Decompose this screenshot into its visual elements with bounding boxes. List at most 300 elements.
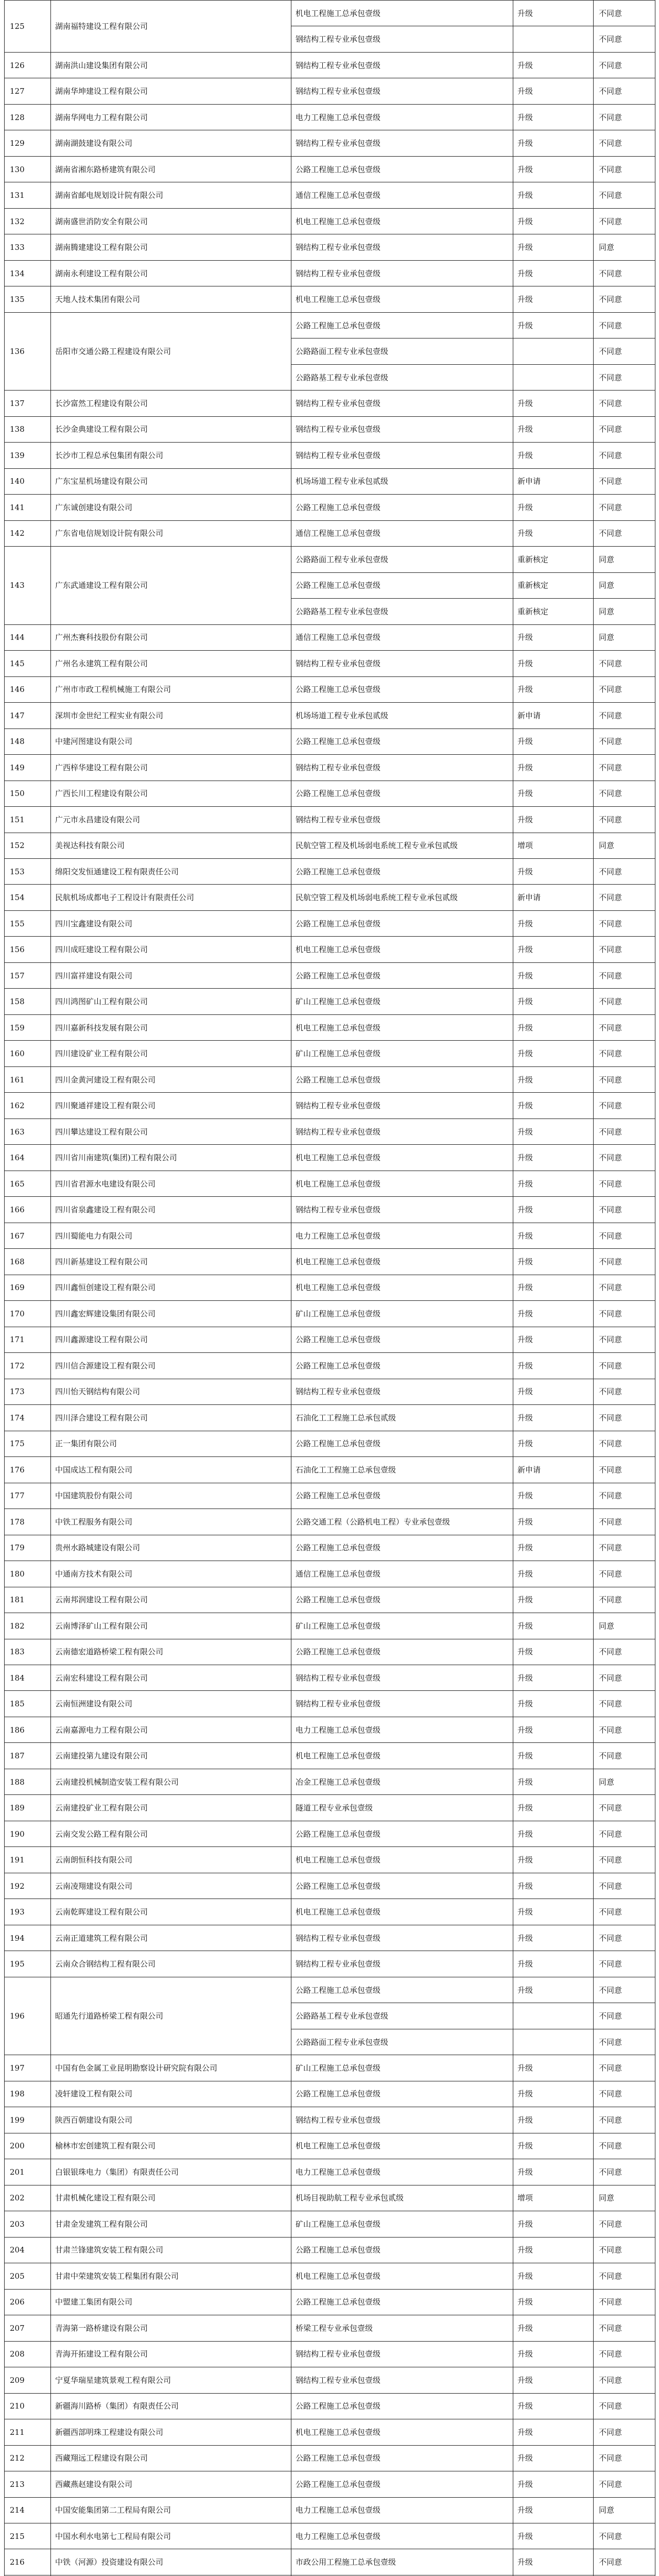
table-row <box>5 391 655 416</box>
application-type: 升级 <box>513 1847 594 1873</box>
table-row <box>5 260 655 286</box>
qualification-item: 机电工程施工总承包壹级 <box>291 1249 513 1275</box>
row-number: 192 <box>5 1873 51 1899</box>
company-name: 中通南方技术有限公司 <box>51 1561 291 1587</box>
table-row <box>5 234 655 260</box>
qualification-item: 机电工程施工总承包壹级 <box>291 2263 513 2289</box>
company-name: 四川聚通祥建设工程有限公司 <box>51 1093 291 1118</box>
row-number: 144 <box>5 624 51 650</box>
row-number: 208 <box>5 2341 51 2367</box>
company-name: 昭通先行道路桥梁工程有限公司 <box>51 1977 291 2055</box>
company-name: 中建河图建设有限公司 <box>51 728 291 754</box>
application-type: 升级 <box>513 1223 594 1248</box>
table-row <box>5 1275 655 1300</box>
review-decision: 不同意 <box>594 781 655 806</box>
application-type: 升级 <box>513 1431 594 1456</box>
table-row <box>5 1118 655 1144</box>
review-decision: 不同意 <box>594 1535 655 1561</box>
company-name: 中国成达工程有限公司 <box>51 1457 291 1483</box>
company-name: 湖南省湘东路桥建筑有限公司 <box>51 156 291 182</box>
company-name: 青海第一路桥建设有限公司 <box>51 2315 291 2341</box>
row-number: 174 <box>5 1405 51 1431</box>
row-number: 199 <box>5 2107 51 2133</box>
company-name: 四川泽合建设工程有限公司 <box>51 1405 291 1431</box>
review-decision: 不同意 <box>594 1457 655 1483</box>
review-decision: 不同意 <box>594 443 655 468</box>
qualification-item: 公路工程施工总承包壹级 <box>291 156 513 182</box>
review-decision: 不同意 <box>594 1743 655 1769</box>
table-row <box>5 2497 655 2523</box>
company-name: 中盟建工集团有限公司 <box>51 2289 291 2315</box>
review-decision: 同意 <box>594 1613 655 1639</box>
application-type: 升级 <box>513 651 594 676</box>
qualification-item: 公路工程施工总承包壹级 <box>291 1587 513 1613</box>
application-type: 升级 <box>513 391 594 416</box>
row-number: 200 <box>5 2133 51 2159</box>
review-decision: 不同意 <box>594 1873 655 1899</box>
table-row <box>5 1 655 26</box>
review-decision: 不同意 <box>594 495 655 520</box>
review-decision: 不同意 <box>594 312 655 338</box>
company-name: 民航机场成都电子工程设计有限责任公司 <box>51 885 291 910</box>
qualification-item: 公路工程施工总承包壹级 <box>291 1431 513 1456</box>
qualification-item: 钢结构工程专业承包壹级 <box>291 52 513 78</box>
table-row <box>5 208 655 234</box>
company-name: 榆林市宏创建筑工程有限公司 <box>51 2133 291 2159</box>
row-number: 148 <box>5 728 51 754</box>
table-row <box>5 286 655 312</box>
qualification-item: 公路工程施工总承包壹级 <box>291 2081 513 2107</box>
review-decision: 不同意 <box>594 2133 655 2159</box>
review-decision: 不同意 <box>594 1587 655 1613</box>
qualification-item: 机电工程施工总承包壹级 <box>291 1847 513 1873</box>
table-row <box>5 833 655 858</box>
row-number: 190 <box>5 1821 51 1846</box>
row-number: 215 <box>5 2523 51 2549</box>
row-number: 197 <box>5 2055 51 2081</box>
qualification-item: 钢结构工程专业承包壹级 <box>291 807 513 833</box>
company-name: 云南建投第九建设有限公司 <box>51 1743 291 1769</box>
company-name: 四川省君源水电建设有限公司 <box>51 1171 291 1196</box>
application-type: 重新核定 <box>513 547 594 572</box>
company-name: 绵阳交发恒通建设工程有限责任公司 <box>51 858 291 884</box>
qualification-item: 钢结构工程专业承包壹级 <box>291 26 513 52</box>
company-name: 四川成旺建设工程有限公司 <box>51 937 291 962</box>
company-name: 长沙富然工程建设有限公司 <box>51 391 291 416</box>
company-name: 云南建投机械制造安装工程有限公司 <box>51 1769 291 1794</box>
application-type: 升级 <box>513 1353 594 1379</box>
row-number: 207 <box>5 2315 51 2341</box>
qualification-item: 桥梁工程专业承包壹级 <box>291 2315 513 2341</box>
table-row <box>5 2081 655 2107</box>
application-type: 升级 <box>513 2159 594 2185</box>
table-row <box>5 1977 655 2003</box>
qualification-item: 机电工程施工总承包壹级 <box>291 1275 513 1300</box>
company-name: 四川新基建设工程有限公司 <box>51 1249 291 1275</box>
review-decision: 不同意 <box>594 2003 655 2029</box>
qualification-item: 电力工程施工总承包壹级 <box>291 1223 513 1248</box>
table-row <box>5 1535 655 1561</box>
qualification-item: 公路工程施工总承包壹级 <box>291 2393 513 2419</box>
company-name: 青海开拓建设工程有限公司 <box>51 2341 291 2367</box>
row-number: 201 <box>5 2159 51 2185</box>
row-number: 130 <box>5 156 51 182</box>
qualification-item: 机场场道工程专业承包贰级 <box>291 468 513 494</box>
qualification-item: 机电工程施工总承包壹级 <box>291 1145 513 1171</box>
company-name: 中铁（河源）投资建设有限公司 <box>51 2549 291 2575</box>
review-decision: 不同意 <box>594 1093 655 1118</box>
application-type: 升级 <box>513 130 594 156</box>
company-name: 湖南湖鼓建设有限公司 <box>51 130 291 156</box>
review-decision: 同意 <box>594 599 655 624</box>
company-name: 中铁工程服务有限公司 <box>51 1509 291 1535</box>
row-number: 160 <box>5 1041 51 1066</box>
row-number: 169 <box>5 1275 51 1300</box>
table-row <box>5 468 655 494</box>
review-decision: 不同意 <box>594 391 655 416</box>
row-number: 191 <box>5 1847 51 1873</box>
row-number: 206 <box>5 2289 51 2315</box>
table-row <box>5 1717 655 1742</box>
row-number: 131 <box>5 182 51 208</box>
table-row <box>5 1639 655 1665</box>
application-type: 升级 <box>513 937 594 962</box>
table-row <box>5 52 655 78</box>
qualification-item: 通信工程施工总承包壹级 <box>291 1561 513 1587</box>
qualification-item: 机电工程施工总承包壹级 <box>291 1743 513 1769</box>
table-row <box>5 1613 655 1639</box>
company-name: 四川建设矿业工程有限公司 <box>51 1041 291 1066</box>
table-row <box>5 2237 655 2263</box>
review-decision: 不同意 <box>594 338 655 364</box>
review-decision: 不同意 <box>594 156 655 182</box>
table-row <box>5 1145 655 1171</box>
application-type: 升级 <box>513 1171 594 1196</box>
qualification-item: 公路工程施工总承包壹级 <box>291 910 513 936</box>
qualification-item: 机电工程施工总承包壹级 <box>291 286 513 312</box>
row-number: 150 <box>5 781 51 806</box>
table-row <box>5 755 655 781</box>
table-row <box>5 1925 655 1951</box>
application-type: 新申请 <box>513 468 594 494</box>
row-number: 136 <box>5 312 51 390</box>
row-number: 138 <box>5 416 51 442</box>
application-type: 升级 <box>513 2263 594 2289</box>
qualification-item: 矿山工程施工总承包壹级 <box>291 2211 513 2237</box>
table-row <box>5 2445 655 2471</box>
company-name: 甘肃中荣建筑安装工程集团有限公司 <box>51 2263 291 2289</box>
qualification-item: 公路工程施工总承包壹级 <box>291 1483 513 1509</box>
application-type: 升级 <box>513 1118 594 1144</box>
company-name: 云南嘉源电力工程有限公司 <box>51 1717 291 1742</box>
company-name: 云南宏科建设工程有限公司 <box>51 1665 291 1691</box>
application-type: 升级 <box>513 2289 594 2315</box>
application-type: 升级 <box>513 1665 594 1691</box>
table-row <box>5 495 655 520</box>
row-number: 187 <box>5 1743 51 1769</box>
review-decision: 不同意 <box>594 2289 655 2315</box>
table-row <box>5 520 655 546</box>
table-row <box>5 1379 655 1404</box>
application-type: 升级 <box>513 1925 594 1951</box>
company-name: 四川富祥建设有限公司 <box>51 962 291 988</box>
qualification-item: 矿山工程施工总承包壹级 <box>291 1041 513 1066</box>
table-row <box>5 2471 655 2497</box>
row-number: 204 <box>5 2237 51 2263</box>
qualification-item: 机电工程施工总承包壹级 <box>291 1899 513 1925</box>
qualification-item: 矿山工程施工总承包壹级 <box>291 989 513 1014</box>
review-decision: 不同意 <box>594 1561 655 1587</box>
review-decision: 不同意 <box>594 1 655 26</box>
company-name: 四川怡天钢结构有限公司 <box>51 1379 291 1404</box>
qualification-item: 市政公用工程施工总承包壹级 <box>291 2549 513 2575</box>
row-number: 165 <box>5 1171 51 1196</box>
table-row <box>5 2185 655 2211</box>
row-number: 170 <box>5 1301 51 1327</box>
company-name: 新疆海川路桥（集团）有限责任公司 <box>51 2393 291 2419</box>
row-number: 178 <box>5 1509 51 1535</box>
application-type: 升级 <box>513 104 594 130</box>
company-name: 天地人技术集团有限公司 <box>51 286 291 312</box>
table-row <box>5 1041 655 1066</box>
table-row <box>5 1821 655 1846</box>
application-type: 升级 <box>513 1977 594 2003</box>
qualification-item: 通信工程施工总承包壹级 <box>291 182 513 208</box>
application-type: 升级 <box>513 1 594 26</box>
review-decision: 同意 <box>594 547 655 572</box>
row-number: 171 <box>5 1327 51 1352</box>
application-type: 升级 <box>513 1743 594 1769</box>
row-number: 183 <box>5 1639 51 1665</box>
review-decision: 不同意 <box>594 2341 655 2367</box>
qualification-item: 公路工程施工总承包壹级 <box>291 2445 513 2471</box>
row-number: 139 <box>5 443 51 468</box>
qualification-item: 民航空管工程及机场弱电系统工程专业承包贰级 <box>291 833 513 858</box>
application-type: 升级 <box>513 755 594 781</box>
review-decision: 同意 <box>594 2497 655 2523</box>
company-name: 广州名永建筑工程有限公司 <box>51 651 291 676</box>
review-decision: 同意 <box>594 1769 655 1794</box>
row-number: 214 <box>5 2497 51 2523</box>
application-type: 升级 <box>513 1066 594 1092</box>
review-decision: 不同意 <box>594 858 655 884</box>
qualification-item: 公路工程施工总承包壹级 <box>291 728 513 754</box>
row-number: 155 <box>5 910 51 936</box>
company-name: 广东宝星机场建设有限公司 <box>51 468 291 494</box>
qualification-item: 机电工程施工总承包壹级 <box>291 937 513 962</box>
application-type: 升级 <box>513 1899 594 1925</box>
row-number: 154 <box>5 885 51 910</box>
qualification-item: 矿山工程施工总承包壹级 <box>291 1613 513 1639</box>
row-number: 182 <box>5 1613 51 1639</box>
qualification-item: 通信工程施工总承包壹级 <box>291 624 513 650</box>
table-row <box>5 156 655 182</box>
review-decision: 不同意 <box>594 208 655 234</box>
row-number: 211 <box>5 2419 51 2445</box>
table-row <box>5 1431 655 1456</box>
row-number: 149 <box>5 755 51 781</box>
review-decision: 不同意 <box>594 104 655 130</box>
qualification-item: 公路工程施工总承包壹级 <box>291 1873 513 1899</box>
table-row <box>5 989 655 1014</box>
table-row <box>5 182 655 208</box>
review-decision: 同意 <box>594 624 655 650</box>
qualification-item: 矿山工程施工总承包壹级 <box>291 1301 513 1327</box>
review-decision: 不同意 <box>594 1847 655 1873</box>
application-type <box>513 338 594 364</box>
review-decision: 不同意 <box>594 1691 655 1717</box>
application-type: 升级 <box>513 728 594 754</box>
application-type: 升级 <box>513 1249 594 1275</box>
company-name: 广东武通建设工程有限公司 <box>51 547 291 624</box>
row-number: 177 <box>5 1483 51 1509</box>
application-type: 新申请 <box>513 1457 594 1483</box>
row-number: 158 <box>5 989 51 1014</box>
qualification-item: 公路工程施工总承包壹级 <box>291 781 513 806</box>
review-decision: 不同意 <box>594 1145 655 1171</box>
review-decision: 不同意 <box>594 1717 655 1742</box>
review-decision: 不同意 <box>594 1118 655 1144</box>
qualification-item: 公路工程施工总承包壹级 <box>291 1821 513 1846</box>
qualification-item: 石油化工工程施工总承包贰级 <box>291 1405 513 1431</box>
review-decision: 不同意 <box>594 755 655 781</box>
qualification-item: 公路交通工程（公路机电工程）专业承包壹级 <box>291 1509 513 1535</box>
qualification-item: 公路路基工程专业承包壹级 <box>291 2003 513 2029</box>
review-decision: 不同意 <box>594 2549 655 2575</box>
application-type: 升级 <box>513 1301 594 1327</box>
qualification-item: 公路工程施工总承包壹级 <box>291 1977 513 2003</box>
application-type: 升级 <box>513 1535 594 1561</box>
table-row <box>5 416 655 442</box>
qualification-item: 公路路基工程专业承包壹级 <box>291 364 513 390</box>
qualification-item: 公路工程施工总承包壹级 <box>291 676 513 702</box>
application-type: 升级 <box>513 416 594 442</box>
row-number: 141 <box>5 495 51 520</box>
application-type: 升级 <box>513 2393 594 2419</box>
table-row <box>5 2419 655 2445</box>
qualification-item: 公路路面工程专业承包壹级 <box>291 2029 513 2055</box>
review-decision: 不同意 <box>594 1821 655 1846</box>
table-row <box>5 1197 655 1223</box>
qualification-item: 民航空管工程及机场弱电系统工程专业承包贰级 <box>291 885 513 910</box>
table-row <box>5 910 655 936</box>
row-number: 194 <box>5 1925 51 1951</box>
review-decision: 不同意 <box>594 1431 655 1456</box>
row-number: 134 <box>5 260 51 286</box>
row-number: 175 <box>5 1431 51 1456</box>
company-name: 甘肃金发建筑工程有限公司 <box>51 2211 291 2237</box>
application-type: 升级 <box>513 1691 594 1717</box>
review-decision: 不同意 <box>594 651 655 676</box>
review-decision: 不同意 <box>594 1951 655 1977</box>
table-row <box>5 962 655 988</box>
review-decision: 不同意 <box>594 2523 655 2549</box>
review-decision: 不同意 <box>594 2419 655 2445</box>
row-number: 135 <box>5 286 51 312</box>
table-row <box>5 1405 655 1431</box>
qualification-table <box>4 0 655 2576</box>
row-number: 137 <box>5 391 51 416</box>
qualification-item: 公路工程施工总承包壹级 <box>291 1353 513 1379</box>
application-type: 升级 <box>513 182 594 208</box>
qualification-item: 公路工程施工总承包壹级 <box>291 312 513 338</box>
company-name: 正一集团有限公司 <box>51 1431 291 1456</box>
application-type: 升级 <box>513 260 594 286</box>
row-number: 180 <box>5 1561 51 1587</box>
table-row <box>5 2523 655 2549</box>
application-type: 升级 <box>513 1379 594 1404</box>
row-number: 166 <box>5 1197 51 1223</box>
company-name: 美视达科技有限公司 <box>51 833 291 858</box>
review-decision: 不同意 <box>594 1327 655 1352</box>
table-row <box>5 1327 655 1352</box>
table-row <box>5 1769 655 1794</box>
review-decision: 不同意 <box>594 2237 655 2263</box>
company-name: 四川攀达建设工程有限公司 <box>51 1118 291 1144</box>
company-name: 四川鑫宏辉建设集团有限公司 <box>51 1301 291 1327</box>
company-name: 广东省电信规划设计院有限公司 <box>51 520 291 546</box>
table-row <box>5 1665 655 1691</box>
qualification-item: 钢结构工程专业承包壹级 <box>291 651 513 676</box>
row-number: 181 <box>5 1587 51 1613</box>
table-row <box>5 1561 655 1587</box>
review-decision: 不同意 <box>594 1223 655 1248</box>
qualification-item: 钢结构工程专业承包壹级 <box>291 78 513 104</box>
table-row <box>5 1873 655 1899</box>
company-name: 四川鸿图矿山工程有限公司 <box>51 989 291 1014</box>
qualification-item: 公路工程施工总承包壹级 <box>291 2471 513 2497</box>
review-decision: 不同意 <box>594 807 655 833</box>
review-decision: 不同意 <box>594 1275 655 1300</box>
review-decision: 不同意 <box>594 2445 655 2471</box>
row-number: 126 <box>5 52 51 78</box>
qualification-item: 机电工程施工总承包壹级 <box>291 1014 513 1040</box>
row-number: 184 <box>5 1665 51 1691</box>
review-decision: 不同意 <box>594 2055 655 2081</box>
company-name: 广西梓华建设工程有限公司 <box>51 755 291 781</box>
qualification-item: 钢结构工程专业承包壹级 <box>291 260 513 286</box>
row-number: 213 <box>5 2471 51 2497</box>
company-name: 新疆西部明珠工程建设有限公司 <box>51 2419 291 2445</box>
qualification-item: 钢结构工程专业承包壹级 <box>291 391 513 416</box>
review-decision: 不同意 <box>594 2393 655 2419</box>
application-type: 升级 <box>513 1483 594 1509</box>
table-row <box>5 1066 655 1092</box>
application-type: 升级 <box>513 1327 594 1352</box>
table-row <box>5 1899 655 1925</box>
company-name: 中国有色金属工业昆明勘察设计研究院有限公司 <box>51 2055 291 2081</box>
qualification-item: 公路工程施工总承包壹级 <box>291 962 513 988</box>
review-decision: 不同意 <box>594 78 655 104</box>
qualification-item: 钢结构工程专业承包壹级 <box>291 1925 513 1951</box>
application-type: 升级 <box>513 1873 594 1899</box>
table-row <box>5 1483 655 1509</box>
qualification-item: 机电工程施工总承包壹级 <box>291 2419 513 2445</box>
qualification-item: 公路路面工程专业承包壹级 <box>291 338 513 364</box>
application-type: 升级 <box>513 2133 594 2159</box>
application-type: 重新核定 <box>513 572 594 598</box>
review-decision: 不同意 <box>594 416 655 442</box>
qualification-item: 钢结构工程专业承包壹级 <box>291 2341 513 2367</box>
application-type: 升级 <box>513 1145 594 1171</box>
review-decision: 不同意 <box>594 1379 655 1404</box>
qualification-item: 钢结构工程专业承包壹级 <box>291 2107 513 2133</box>
application-type: 升级 <box>513 520 594 546</box>
qualification-item: 钢结构工程专业承包壹级 <box>291 1118 513 1144</box>
row-number: 162 <box>5 1093 51 1118</box>
review-decision: 不同意 <box>594 885 655 910</box>
qualification-item: 石油化工工程施工总承包壹级 <box>291 1457 513 1483</box>
